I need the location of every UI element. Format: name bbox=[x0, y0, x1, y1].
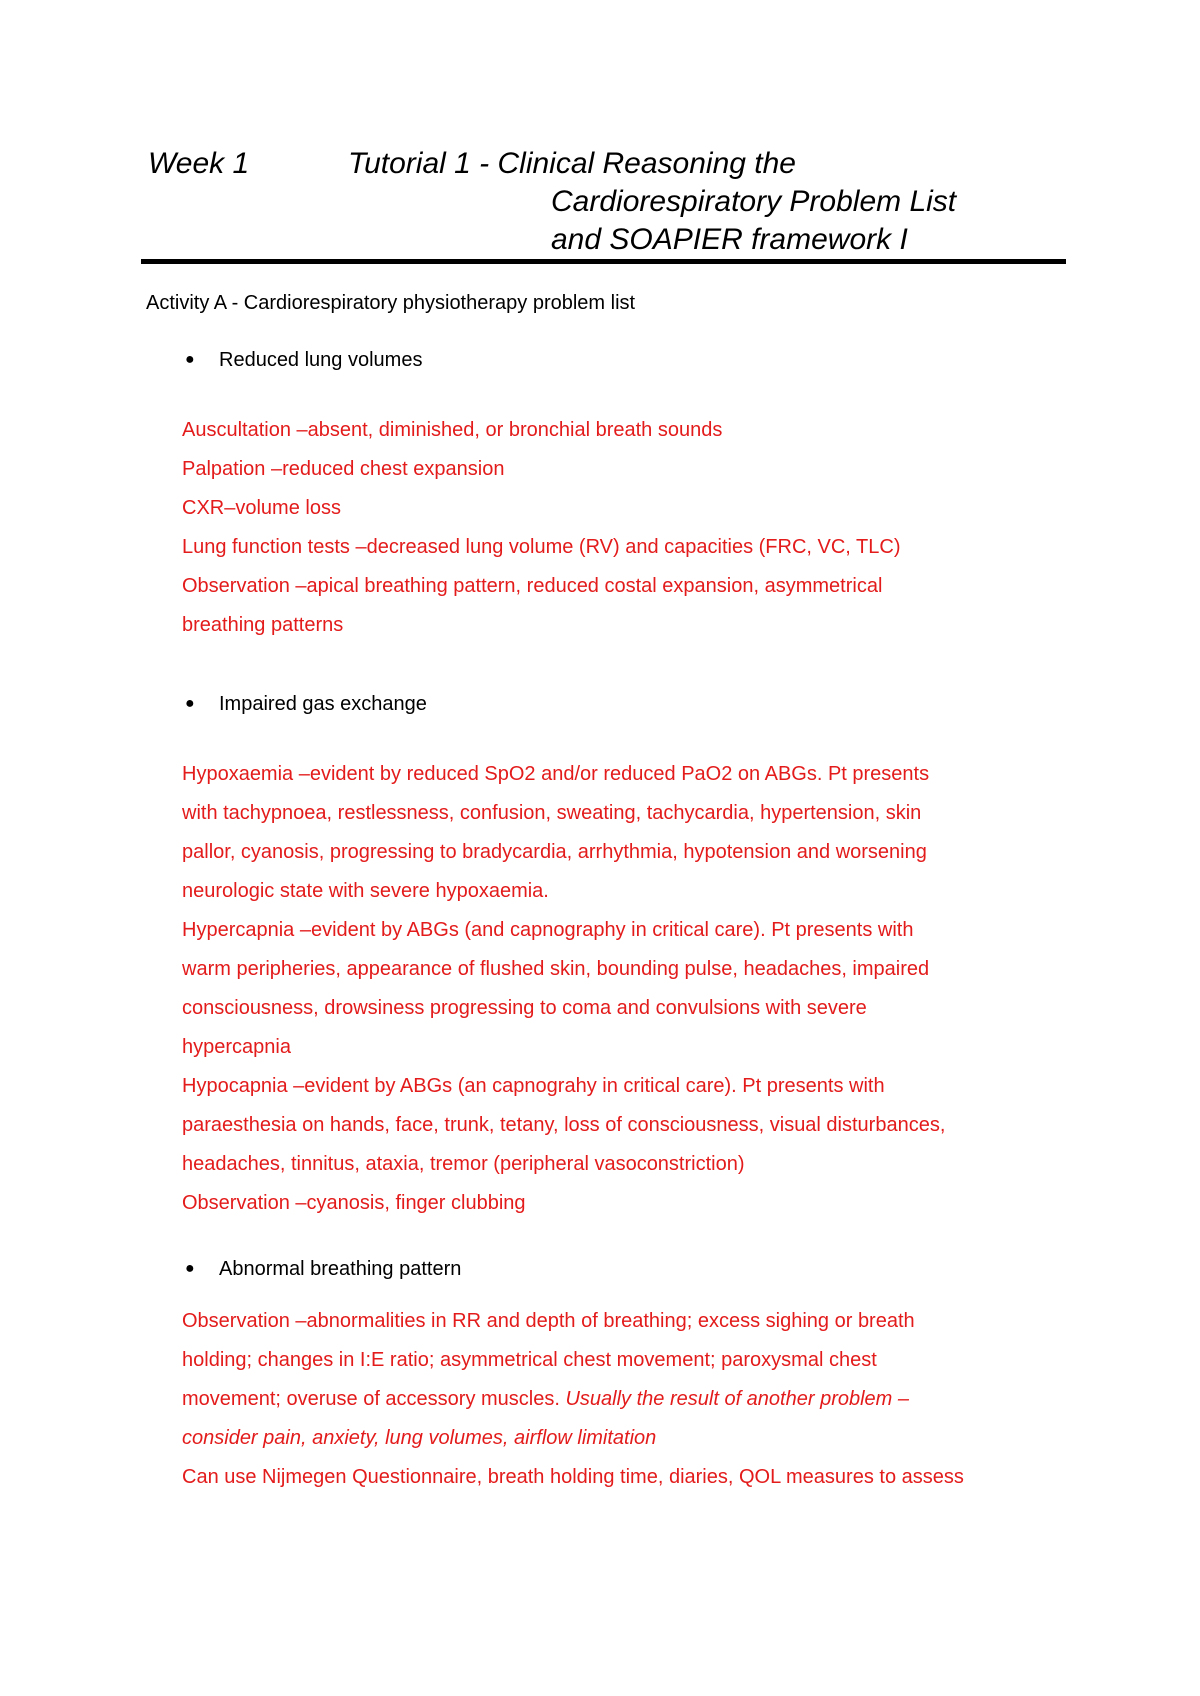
note-line: Observation –abnormalities in RR and depth of breathing; excess sighing or breath bbox=[182, 1310, 915, 1332]
bullet-label: Abnormal breathing pattern bbox=[219, 1258, 462, 1280]
note-line: Observation –cyanosis, finger clubbing bbox=[182, 1192, 526, 1214]
title-line-3: and SOAPIER framework I bbox=[551, 223, 908, 256]
note-line bbox=[182, 1387, 909, 1411]
bullet-label: Reduced lung volumes bbox=[219, 349, 423, 371]
note-line: Hypocapnia –evident by ABGs (an capnograhy in critical care). Pt presents with bbox=[182, 1075, 885, 1097]
note-line: Hypoxaemia –evident by reduced SpO2 and/or reduced PaO2 on ABGs. Pt presents bbox=[182, 763, 930, 785]
note-line: paraesthesia on hands, face, trunk, tetany, loss of consciousness, visual disturbances, bbox=[182, 1114, 946, 1136]
note-line: Palpation –reduced chest expansion bbox=[182, 458, 505, 480]
bullet-icon: ● bbox=[185, 1260, 195, 1277]
bullet-label: Impaired gas exchange bbox=[219, 693, 427, 715]
title-line-1: Tutorial 1 - Clinical Reasoning the bbox=[348, 147, 796, 180]
note-line: Hypercapnia –evident by ABGs (and capnography in critical care). Pt presents with bbox=[182, 919, 914, 941]
bullet-icon: ● bbox=[185, 695, 195, 712]
activity-heading: Activity A - Cardiorespiratory physiotherapy problem list bbox=[146, 292, 636, 314]
note-line: headaches, tinnitus, ataxia, tremor (peripheral vasoconstriction) bbox=[182, 1153, 745, 1175]
note-line: holding; changes in I:E ratio; asymmetrical chest movement; paroxysmal chest bbox=[182, 1349, 877, 1371]
note-line: consciousness, drowsiness progressing to coma and convulsions with severe bbox=[182, 997, 867, 1019]
note-line: Observation –apical breathing pattern, reduced costal expansion, asymmetrical bbox=[182, 575, 883, 597]
note-line: neurologic state with severe hypoxaemia. bbox=[182, 880, 549, 902]
title-week: Week 1 bbox=[148, 147, 250, 180]
title-divider bbox=[141, 259, 1066, 264]
note-line: CXR–volume loss bbox=[182, 497, 341, 519]
note-line: warm peripheries, appearance of flushed skin, bounding pulse, headaches, impaired bbox=[182, 958, 930, 980]
note-emphasis: consider pain, anxiety, lung volumes, airflow limitation bbox=[182, 1427, 657, 1449]
note-emphasis: Usually the result of another problem – bbox=[565, 1388, 909, 1410]
note-line bbox=[182, 1426, 656, 1450]
note-line: pallor, cyanosis, progressing to bradycardia, arrhythmia, hypotension and worsening bbox=[182, 841, 927, 863]
note-line: Lung function tests –decreased lung volume (RV) and capacities (FRC, VC, TLC) bbox=[182, 536, 901, 558]
note-line: Auscultation –absent, diminished, or bronchial breath sounds bbox=[182, 419, 723, 441]
note-line: Can use Nijmegen Questionnaire, breath holding time, diaries, QOL measures to assess bbox=[182, 1466, 964, 1488]
note-line: with tachypnoea, restlessness, confusion, sweating, tachycardia, hypertension, skin bbox=[182, 802, 922, 824]
note-line: hypercapnia bbox=[182, 1036, 291, 1058]
note-text: movement; overuse of accessory muscles. bbox=[182, 1388, 566, 1410]
bullet-icon: ● bbox=[185, 351, 195, 368]
note-line: breathing patterns bbox=[182, 614, 344, 636]
title-line-2: Cardiorespiratory Problem List bbox=[551, 185, 957, 218]
